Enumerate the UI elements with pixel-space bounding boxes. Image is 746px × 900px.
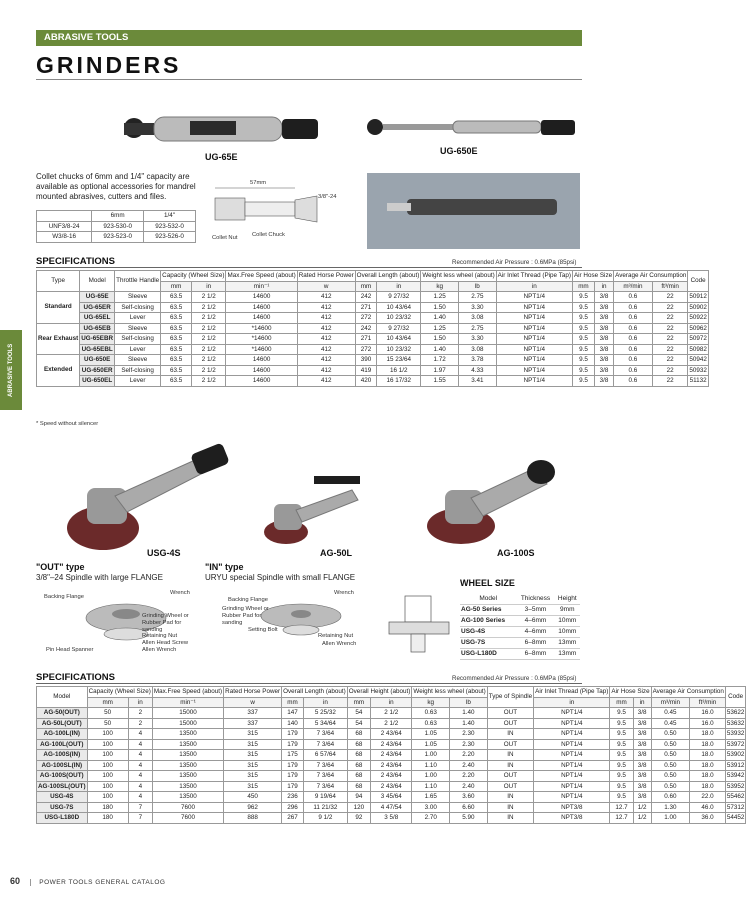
list-item: USG-7S 6–8mm 13mm [460,637,580,648]
model-cell: AG-100S(IN) [37,750,88,761]
table-row: UG-65EBR Self-closing 63.5 2 1/2 *14600 412 271 10 43/64 1.50 3.30 NPT1/4 9.5 3/8 0.6 22 50972 [81,335,707,343]
collet-dim: 57mm [250,180,267,186]
collet-nut-label: Collet Nut [212,235,238,241]
table-row: UG-650EL Lever 63.5 2 1/2 14600 412 420 16 17/32 1.55 3.41 NPT1/4 9.5 3/8 0.6 22 51132 [37,376,709,387]
in-type-desc: URYU special Spindle with small FLANGE [205,573,356,582]
out-label-retaining-nut: Retaining Nut [142,633,178,639]
out-label-grinding-wheel: Grinding Wheel or Rubber Pad for sanding [142,613,189,633]
list-item: USG-L180D 6–8mm 13mm [460,648,580,659]
collet-table: 6mm 1/4" UNF3/8-24 923-530-0 923-532-0 W3/8-16 923-523-0 923-526-0 [36,210,196,243]
page-title: GRINDERS [36,52,182,78]
spec2-title: SPECIFICATIONS [36,672,115,683]
model-cell: UG-650E [80,355,115,366]
table-row: AG-100S(IN) 100 4 13500 315 175 6 57/64 68 2 43/64 1.00 2.20 IN NPT1/4 9.5 3/8 0.50 18.0 53902 [37,750,746,761]
table-row: AG-100SL(IN) 100 4 13500 315 179 7 3/64 68 2 43/64 1.10 2.40 IN NPT1/4 9.5 3/8 0.50 18.0 53912 [37,760,746,771]
group-type: Rear Exhaust [37,323,80,355]
page-number: 60 [10,876,21,886]
group-type: Standard [37,292,80,324]
model-cell: USG-7S [37,802,88,813]
out-type-title: "OUT" type [36,562,85,572]
collet-thread: 3/8"-24 [318,194,337,200]
out-label-allen-screw: Allen Head Screw [142,640,189,646]
wheel-size-title: WHEEL SIZE [460,578,515,588]
wheel-size-table: Model Thickness Height AG-50 Series 3–5mm 9mm AG-100 Series 4–6mm 10mm USG-4S 4–6mm 10mm USG-7S 6–8mm 13mm USG-L180D 6–8mm 13mm [460,593,580,660]
in-label-backing-flange: Backing Flange [228,597,268,603]
table-row: AG-100S(OUT) 100 4 13500 315 179 7 3/64 68 2 43/64 1.00 2.20 OUT NPT1/4 9.5 3/8 0.50 18.0 53942 [37,771,746,782]
ag-100s-image [425,450,585,550]
model-cell: UG-65EBR [81,335,114,343]
model-cell: AG-50(OUT) [37,708,88,719]
table-row: UG-650ER Self-closing 63.5 2 1/2 14600 412 419 16 1/2 1.97 4.33 NPT1/4 9.5 3/8 0.6 22 50932 [37,365,709,376]
model-cell: AG-100S(OUT) [37,771,88,782]
model-cell: AG-100SL(IN) [37,760,88,771]
usg-4s-image [65,440,235,555]
in-type-title: "IN" type [205,562,244,572]
table-row: USG-L180D 180 7 7600 888 267 9 1/2 92 3 5/8 2.70 5.90 IN NPT3/8 12.7 1/2 1.00 36.0 54452 [37,813,746,824]
collet-photo [367,173,580,249]
model-cell: AG-50L(OUT) [37,718,88,729]
ag-50l-image [262,470,372,550]
list-item: AG-100 Series 4–6mm 10mm [460,615,580,626]
table-row: UG-65ER Self-closing 63.5 2 1/2 14600 412 271 10 43/64 1.50 3.30 NPT1/4 9.5 3/8 0.6 22 50902 [37,302,709,313]
table-row: AG-100L(OUT) 100 4 13500 315 179 7 3/64 68 2 43/64 1.05 2.30 OUT NPT1/4 9.5 3/8 0.50 18.0 53972 [37,739,746,750]
out-label-allen-wrench: Allen Wrench [142,647,177,653]
table-row: Standard UG-65E Sleeve 63.5 2 1/2 14600 412 242 9 27/32 1.25 2.75 NPT1/4 9.5 3/8 0.6 22 50912 [37,292,709,303]
in-label-allen-wrench: Allen Wrench [322,641,357,647]
side-tab: ABRASIVE TOOLS [0,330,22,410]
ug-65e-image [120,95,340,155]
model-cell: AG-100SL(OUT) [38,782,86,790]
table-row: Extended UG-650E Sleeve 63.5 2 1/2 14600 412 390 15 23/64 1.72 3.78 NPT1/4 9.5 3/8 0.6 22 50942 [37,355,709,366]
out-label-backing-flange: Backing Flange [44,594,84,600]
model-cell: UG-65EB [80,323,115,334]
model-cell: UG-65EBL [81,345,113,353]
ug-65e-label: UG-65E [205,152,238,162]
model-cell: UG-65ER [80,302,115,313]
out-label-pin-spanner: Pin Head Spanner [46,647,94,653]
ug-650e-label: UG-650E [440,146,478,156]
table-row: UG-65EBL Lever 63.5 2 1/2 *14600 412 272 10 23/32 1.40 3.08 NPT1/4 9.5 3/8 0.6 22 50982 [81,345,707,353]
in-label-grinding-wheel: Grinding Wheel or Rubber Pad for sanding [222,606,269,626]
group-type: Extended [37,355,80,387]
table-row: AG-100L(IN) 100 4 13500 315 179 7 3/64 68 2 43/64 1.05 2.30 IN NPT1/4 9.5 3/8 0.50 18.0 53932 [37,729,746,740]
model-cell: UG-650EL [80,376,115,387]
collet-diagram [205,178,335,240]
collet-note: Collet chucks of 6mm and 1/4" capacity are available as optional accessories for mandrel mounted abrasives, cutters and files. [36,172,196,201]
page-footer [10,876,165,886]
title-divider [36,79,582,80]
table-row: AG-50L(OUT) 50 2 15000 337 140 5 34/64 54 2 1/2 0.63 1.40 OUT NPT1/4 9.5 3/8 0.45 16.0 53632 [37,718,746,729]
spec2-divider [36,683,582,684]
out-type-desc: 3/8"–24 Spindle with large FLANGE [36,573,163,582]
ag-50l-label: AG-50L [320,548,353,558]
in-label-retaining-nut: Retaining Nut [318,633,354,639]
table-row: USG-4S 100 4 13500 450 236 9 19/64 94 3 45/64 1.65 3.60 IN NPT1/4 9.5 3/8 0.60 22.0 55462 [37,792,746,803]
section-banner: ABRASIVE TOOLS [36,30,582,46]
spec2-pressure: Recommended Air Pressure : 0.6MPa (85psi) [452,675,577,682]
catalog-name: POWER TOOLS GENERAL CATALOG [30,879,165,886]
model-cell: AG-100L(IN) [37,729,88,740]
list-item: AG-50 Series 3–5mm 9mm [460,604,580,615]
ug-650e-image [365,113,580,143]
ag-100s-label: AG-100S [497,548,535,558]
model-cell: UG-65EL [80,313,115,324]
spec1-divider [36,267,582,268]
table-row: USG-7S 180 7 7600 962 296 11 21/32 120 4 47/54 3.00 6.60 IN NPT3/8 12.7 1/2 1.30 46.0 57312 [37,802,746,813]
model-cell: USG-4S [37,792,88,803]
spec1-table: Type Model Throttle Handle Capacity (Wheel Size) Max.Free Speed (about) Rated Horse Power Overall Length (about) Weight less wheel (about) Air Inlet Thread (Pipe Tap) Air Hose Size Average Air Consumption Code mm in min⁻¹ w mm in kg lb in mm in m³/min ft³/min Standard UG-65E Sleeve 63.5 2 1/2 14600 412 242 9 27/32 1.25 2.75 NPT1/4 9.5 3/8 0.6 22 50912 UG-65ER Self-closing 63.5 2 1/2 14600 412 271 10 43/64 1.50 3.30 NPT1/4 9.5 3/8 0.6 22 50902 UG-65EL Lever 63.5 2 1/2 14600 412 272 10 23/32 1.40 3.08 NPT1/4 9.5 3/8 0.6 22 50922 Rear Exhaust UG-65EB Sleeve 63.5 2 1/2 *14600 412 242 9 27/32 1.25 2.75 NPT1/4 9.5 3/8 0.6 22 50962 UG-65EBR Self-closing 63.5 2 1/2 *14600 412 271 10 43/64 1.50 3.30 NPT1/4 9.5 3/8 0.6 22 50972 UG-65EBL Lever 63.5 2 1/2 *14600 412 272 10 23/32 1.40 3.08 NPT1/4 9.5 3/8 0.6 22 50982 Extended UG-650E Sleeve 63.5 2 1/2 14600 412 390 15 23/64 1.72 3.78 NPT1/4 9.5 3/8 0.6 22 50942 UG-650ER Self-closing 63.5 2 1/2 14600 412 419 16 1/2 1.97 4.33 NPT1/4 9.5 3/8 0.6 22 50932 UG-650EL Lever 63.5 2 1/2 14600 412 420 16 17/32 1.55 3.41 NPT1/4 9.5 3/8 0.6 22 51132 [38,271,707,385]
in-label-setting-bolt: Setting Bolt [248,627,278,633]
out-label-wrench: Wrench [170,590,190,596]
wheel-size-diagram [385,590,455,660]
model-cell: AG-100L(OUT) [37,739,88,750]
model-cell: UG-65E [80,292,115,303]
spec1-title: SPECIFICATIONS [36,256,115,267]
table-row: AG-50(OUT) 50 2 15000 337 147 5 25/32 54 2 1/2 0.63 1.40 OUT NPT1/4 9.5 3/8 0.45 16.0 53622 [37,708,746,719]
model-cell: UG-650ER [80,365,115,376]
spec1-pressure: Recommended Air Pressure : 0.6MPa (85psi) [452,259,577,266]
usg-4s-label: USG-4S [147,548,181,558]
spec2-table: Model Capacity (Wheel Size) Max.Free Speed (about) Rated Horse Power Overall Length (about) Overall Height (about) Weight less wheel (about) Type of Spindle Air Inlet Thread (Pipe Tap) Air Hose Size Average Air Consumption Code mm in min⁻¹ w mm in mm in kg lb in mm in m³/min ft³/min AG-50(OUT) 50 2 15000 337 147 5 25/32 54 2 1/2 0.63 1.40 OUT NPT1/4 9.5 3/8 0.45 16.0 53622 AG-50L(OUT) 50 2 15000 337 140 5 34/64 54 2 1/2 0.63 1.40 OUT NPT1/4 9.5 3/8 0.45 16.0 53632 AG-100L(IN) 100 4 13500 315 179 7 3/64 68 2 43/64 1.05 2.30 IN NPT1/4 9.5 3/8 0.50 18.0 53932 AG-100L(OUT) 100 4 13500 315 179 7 3/64 68 2 43/64 1.05 2.30 OUT NPT1/4 9.5 3/8 0.50 18.0 53972 AG-100S(IN) 100 4 13500 315 175 6 57/64 68 2 43/64 1.00 2.20 IN NPT1/4 9.5 3/8 0.50 18.0 53902 AG-100SL(IN) 100 4 13500 315 179 7 3/64 68 2 43/64 1.10 2.40 IN NPT1/4 9.5 3/8 0.50 18.0 53912 AG-100S(OUT) 100 4 13500 315 179 7 3/64 68 2 43/64 1.00 2.20 OUT NPT1/4 9.5 3/8 0.50 18.0 53942 AG-100SL(OUT) 100 4 13500 315 179 7 3/64 68 2 43/64 1.10 2.40 OUT NPT1/4 9.5 3/8 0.50 18.0 53952 USG-4S 100 4 13500 450 236 9 19/64 94 3 45/64 1.65 3.60 IN NPT1/4 9.5 3/8 0.60 22.0 55462 USG-7S 180 7 7600 962 296 11 21/32 120 4 47/54 3.00 6.60 IN NPT3/8 12.7 1/2 1.30 46.0 57312 USG-L180D 180 7 7600 888 267 9 1/2 92 3 5/8 2.70 5.90 IN NPT3/8 12.7 1/2 1.00 36.0 54452 [38,687,745,822]
list-item: USG-4S 4–6mm 10mm [460,626,580,637]
table-row: UG-65EL Lever 63.5 2 1/2 14600 412 272 10 23/32 1.40 3.08 NPT1/4 9.5 3/8 0.6 22 50922 [37,313,709,324]
collet-chuck-label: Collet Chuck [252,232,285,238]
in-label-wrench: Wrench [334,590,354,596]
spec1-footnote: * Speed without silencer [36,421,99,427]
model-cell: USG-L180D [37,813,88,824]
table-row: AG-100SL(OUT) 100 4 13500 315 179 7 3/64 68 2 43/64 1.10 2.40 OUT NPT1/4 9.5 3/8 0.50 18.0 53952 [38,782,745,790]
table-row: Rear Exhaust UG-65EB Sleeve 63.5 2 1/2 *14600 412 242 9 27/32 1.25 2.75 NPT1/4 9.5 3/8 0.6 22 50962 [37,323,709,334]
